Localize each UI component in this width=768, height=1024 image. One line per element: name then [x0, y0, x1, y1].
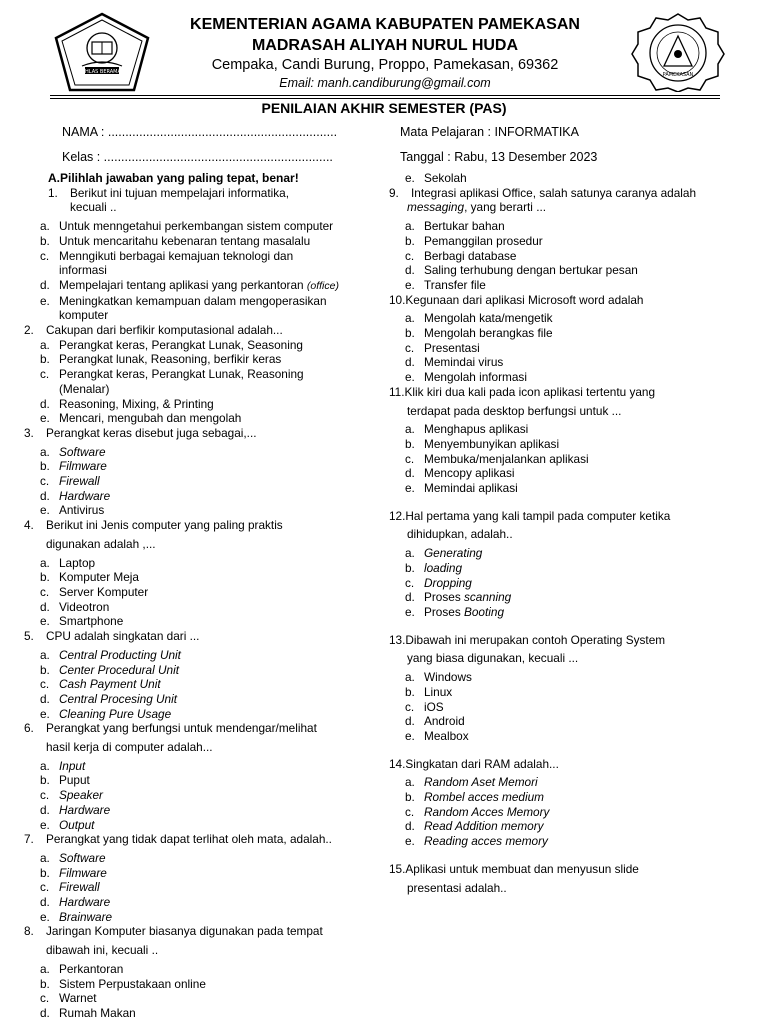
- header-rule-thin: [50, 98, 720, 99]
- q8-option-e: e. Sekolah: [405, 171, 467, 185]
- q2-option-b: b. Perangkat lunak, Reasoning, berfikir keras: [40, 352, 282, 367]
- q5-option-b: b. Center Procedural Unit: [40, 662, 179, 677]
- q14-option-d: d. Read Addition memory: [405, 819, 544, 834]
- question-8-line2: dibawah ini, kecuali ..: [46, 943, 159, 958]
- q8-option-d: d. Rumah Makan: [40, 1005, 136, 1020]
- kop-school: MADRASAH ALIYAH NURUL HUDA: [251, 37, 519, 54]
- q10-option-b: b. Mengolah berangkas file: [405, 326, 553, 341]
- q4-option-c: c. Server Komputer: [40, 584, 149, 599]
- question-12: 12.Hal pertama yang kali tampil pada computer ketika: [389, 508, 671, 523]
- field-tanggal: Tanggal : Rabu, 13 Desember 2023: [400, 150, 598, 164]
- q6-option-c: c. Speaker: [40, 788, 103, 803]
- field-nama: NAMA : ..................................................................: [62, 125, 338, 139]
- header-rule-thick: [50, 95, 720, 96]
- q1-option-b: b. Untuk mencaritahu kebenaran tentang masalalu: [40, 233, 311, 248]
- q7-option-a: a. Software: [40, 850, 106, 865]
- q13-option-a: a. Windows: [405, 670, 472, 685]
- q12-option-b: b. loading: [405, 560, 463, 575]
- q9-option-a: a. Bertukar bahan: [405, 219, 505, 234]
- question-15: 15.Aplikasi untuk membuat dan menyusun slide: [389, 861, 639, 876]
- q4-option-d: d. Videotron: [40, 599, 110, 614]
- q13-option-b: b. Linux: [405, 684, 453, 699]
- q1-option-a: a. Untuk menngetahui perkembangan sistem computer: [40, 219, 334, 234]
- question-11-line2: terdapat pada desktop berfungsi untuk ...: [407, 403, 622, 418]
- q8-option-c: c. Warnet: [40, 991, 97, 1006]
- q8-option-b: b. Sistem Perpustakaan online: [40, 976, 206, 991]
- q12-option-e: e. Proses Booting: [405, 604, 505, 619]
- question-1: 1. Berikut ini tujuan mempelajari informatika, kecuali ..: [48, 185, 289, 215]
- q3-option-a: a. Software: [40, 444, 106, 459]
- q4-option-e: e. Smartphone: [40, 614, 124, 629]
- question-4-line2: digunakan adalah ,...: [46, 536, 156, 551]
- q1-option-e: e. Meningkatkan kemampuan dalam mengoperasikan komputer: [40, 293, 327, 323]
- kop-ministry: KEMENTERIAN AGAMA KABUPATEN PAMEKASAN: [190, 16, 580, 33]
- kop-email: Email: manh.candiburung@gmail.com: [279, 76, 491, 90]
- q11-option-e: e. Memindai aplikasi: [405, 481, 518, 496]
- kop-address: Cempaka, Candi Burung, Proppo, Pamekasan, 69362: [211, 57, 559, 73]
- q7-option-b: b. Filmware: [40, 865, 107, 880]
- q11-option-d: d. Mencopy aplikasi: [405, 466, 515, 481]
- q6-option-b: b. Puput: [40, 773, 90, 788]
- q3-option-c: c. Firewall: [40, 474, 100, 489]
- q12-option-d: d. Proses scanning: [405, 590, 512, 605]
- q10-option-e: e. Mengolah informasi: [405, 370, 527, 385]
- q6-option-e: e. Output: [40, 817, 95, 832]
- exam-title: PENILAIAN AKHIR SEMESTER (PAS): [261, 100, 507, 116]
- question-8: 8. Jaringan Komputer biasanya digunakan pada tempat: [24, 924, 323, 939]
- q10-option-a: a. Mengolah kata/mengetik: [405, 311, 553, 326]
- q7-option-c: c. Firewall: [40, 880, 100, 895]
- q6-option-a: a. Input: [40, 758, 86, 773]
- question-6-line2: hasil kerja di computer adalah...: [46, 740, 213, 755]
- q3-option-e: e. Antivirus: [40, 503, 105, 518]
- question-11: 11.Klik kiri dua kali pada icon aplikasi tertentu yang: [389, 384, 656, 399]
- q11-option-b: b. Menyembunyikan aplikasi: [405, 436, 560, 451]
- q12-option-c: c. Dropping: [405, 575, 472, 590]
- q13-option-e: e. Mealbox: [405, 728, 469, 743]
- q11-option-a: a. Menghapus aplikasi: [405, 422, 529, 437]
- q1-option-c: c. Menngikuti berbagai kemajuan teknologi dan informasi: [40, 248, 294, 278]
- q4-option-a: a. Laptop: [40, 555, 96, 570]
- q3-option-d: d. Hardware: [40, 488, 111, 503]
- question-4: 4. Berikut ini Jenis computer yang paling praktis: [24, 518, 283, 533]
- q1-option-d: d. Mempelajari tentang aplikasi yang perkantoran (office): [40, 277, 339, 292]
- q9-option-b: b. Pemanggilan prosedur: [405, 233, 543, 248]
- q5-option-e: e. Cleaning Pure Usage: [40, 706, 172, 721]
- q8-option-a: a. Perkantoran: [40, 961, 124, 976]
- q10-option-c: c. Presentasi: [405, 340, 480, 355]
- right-column: [389, 171, 751, 895]
- q14-option-c: c. Random Acces Memory: [405, 804, 550, 819]
- q5-option-c: c. Cash Payment Unit: [40, 677, 161, 692]
- question-15-line2: presentasi adalah..: [407, 880, 507, 895]
- q11-option-c: c. Membuka/menjalankan aplikasi: [405, 451, 589, 466]
- question-3: 3. Perangkat keras disebut juga sebagai,...: [24, 425, 257, 440]
- q14-option-e: e. Reading acces memory: [405, 834, 548, 849]
- logo-left-text: IKHLAS BERAMAL: [80, 69, 124, 75]
- letterhead: [0, 0, 768, 92]
- q12-option-a: a. Generating: [405, 546, 483, 561]
- question-12-line2: dihidupkan, adalah..: [407, 527, 513, 542]
- question-13: 13.Dibawah ini merupakan contoh Operating System: [389, 632, 666, 647]
- question-10: 10.Kegunaan dari aplikasi Microsoft word adalah: [389, 292, 644, 307]
- q7-option-e: e. Brainware: [40, 909, 113, 924]
- q13-option-d: d. Android: [405, 714, 465, 729]
- q10-option-d: d. Memindai virus: [405, 355, 504, 370]
- question-9: 9. Integrasi aplikasi Office, salah satunya caranya adalah: [389, 185, 697, 200]
- field-mapel: Mata Pelajaran : INFORMATIKA: [400, 125, 579, 139]
- question-6: 6. Perangkat yang berfungsi untuk mendengar/melihat: [24, 721, 317, 736]
- question-7: 7. Perangkat yang tidak dapat terlihat oleh mata, adalah..: [24, 832, 332, 847]
- q2-option-a: a. Perangkat keras, Perangkat Lunak, Seasoning: [40, 337, 303, 352]
- q14-option-b: b. Rombel acces medium: [405, 790, 544, 805]
- question-14: 14.Singkatan dari RAM adalah...: [389, 756, 559, 771]
- q9-option-c: c. Berbagi database: [405, 248, 517, 263]
- q2-option-d: d. Reasoning, Mixing, & Printing: [40, 396, 214, 411]
- left-column: [24, 171, 380, 1021]
- question-9-line2: messaging, yang berarti ...: [407, 200, 547, 215]
- field-kelas: Kelas : ..................................................................: [62, 150, 333, 164]
- section-instruction: A.Pilihlah jawaban yang paling tepat, benar!: [48, 171, 299, 185]
- q7-option-d: d. Hardware: [40, 895, 111, 910]
- q9-option-e: e. Transfer file: [405, 277, 486, 292]
- q3-option-b: b. Filmware: [40, 459, 107, 474]
- question-2: 2. Cakupan dari berfikir komputasional adalah...: [24, 323, 283, 338]
- q14-option-a: a. Random Aset Memori: [405, 775, 538, 790]
- question-5: 5. CPU adalah singkatan dari ...: [24, 629, 200, 644]
- q2-option-c: c. Perangkat keras, Perangkat Lunak, Reasoning (Menalar): [40, 367, 304, 396]
- q4-option-b: b. Komputer Meja: [40, 570, 139, 585]
- q5-option-a: a. Central Producting Unit: [40, 647, 181, 662]
- q5-option-d: d. Central Procesing Unit: [40, 691, 178, 706]
- q6-option-d: d. Hardware: [40, 802, 111, 817]
- q13-option-c: c. iOS: [405, 699, 444, 714]
- logo-right-text: PAMEKASAN: [662, 72, 694, 78]
- school-logo: [628, 12, 728, 92]
- question-13-line2: yang biasa digunakan, kecuali ...: [407, 651, 579, 666]
- q2-option-e: e. Mencari, mengubah dan mengolah: [40, 411, 242, 426]
- kemenag-logo: [52, 12, 152, 92]
- q9-option-d: d. Saling terhubung dengan bertukar pesan: [405, 263, 638, 278]
